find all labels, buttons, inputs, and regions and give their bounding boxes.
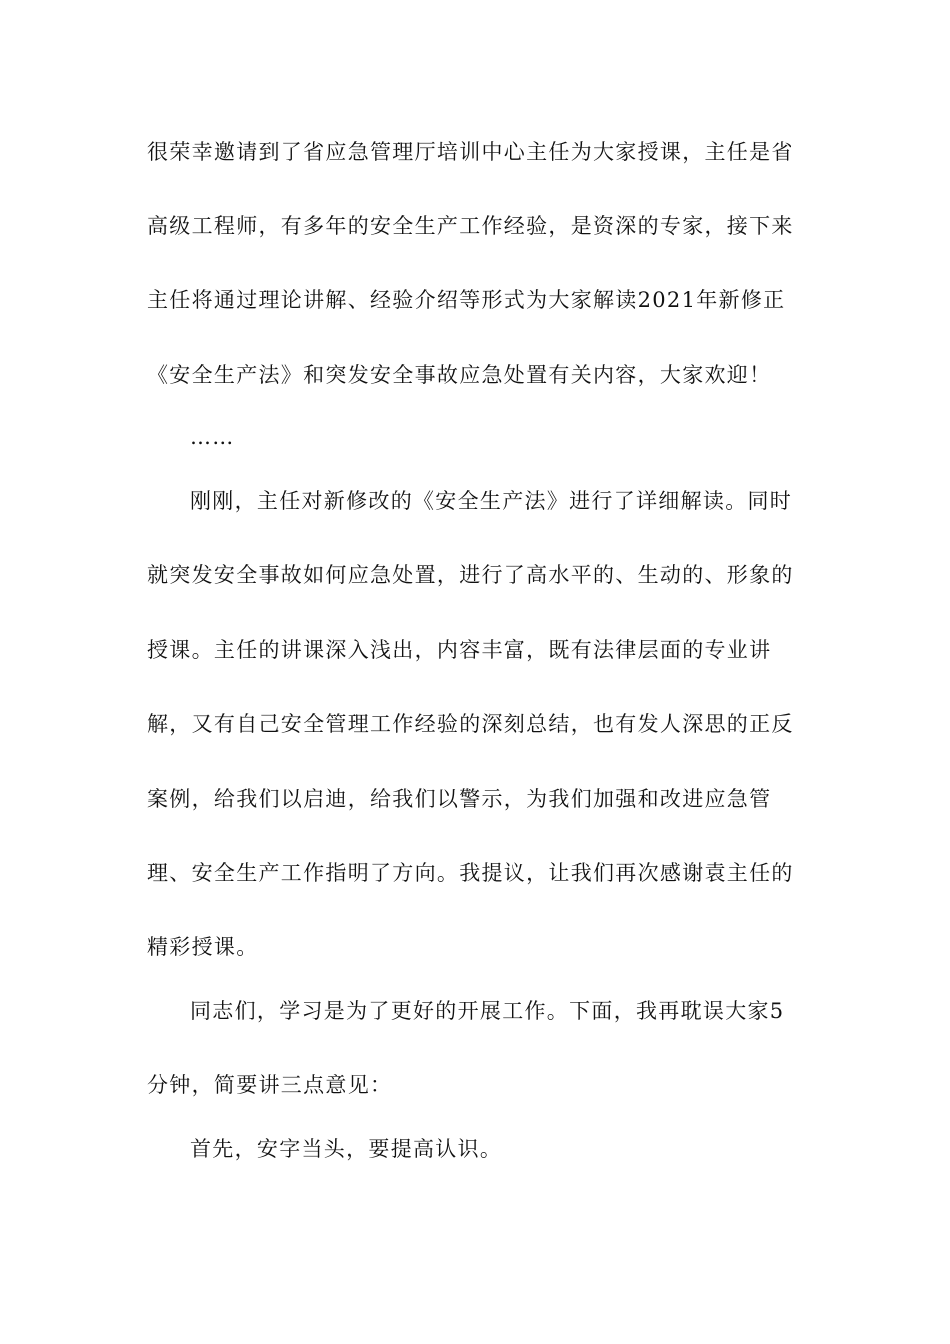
text-line-6: 刚刚，主任对新修改的《安全生产法》进行了详细解读。同时 (190, 489, 793, 513)
text-line-1: 很荣幸邀请到了省应急管理厅培训中心主任为大家授课，主任是省 (147, 140, 794, 164)
text-line-2: 高级工程师，有多年的安全生产工作经验，是资深的专家，接下来 (147, 214, 794, 238)
text-line-13: 同志们，学习是为了更好的开展工作。下面，我再耽误大家5 (190, 999, 785, 1023)
text-line-15: 首先，安字当头，要提高认识。 (190, 1137, 503, 1161)
text-line-14: 分钟，简要讲三点意见： (147, 1073, 393, 1097)
text-line-11: 理、安全生产工作指明了方向。我提议，让我们再次感谢袁主任的 (147, 861, 794, 885)
text-line-8: 授课。主任的讲课深入浅出，内容丰富，既有法律层面的专业讲 (147, 638, 772, 662)
text-line-4: 《安全生产法》和突发安全事故应急处置有关内容，大家欢迎！ (147, 363, 772, 387)
text-line-7: 就突发安全事故如何应急处置，进行了高水平的、生动的、形象的 (147, 563, 794, 587)
text-line-9: 解，又有自己安全管理工作经验的深刻总结，也有发人深思的正反 (147, 712, 794, 736)
ellipsis-line: …… (190, 425, 235, 449)
text-line-3: 主任将通过理论讲解、经验介绍等形式为大家解读2021年新修正 (147, 288, 786, 312)
text-line-10: 案例，给我们以启迪，给我们以警示，为我们加强和改进应急管 (147, 787, 772, 811)
text-line-12: 精彩授课。 (147, 935, 259, 959)
